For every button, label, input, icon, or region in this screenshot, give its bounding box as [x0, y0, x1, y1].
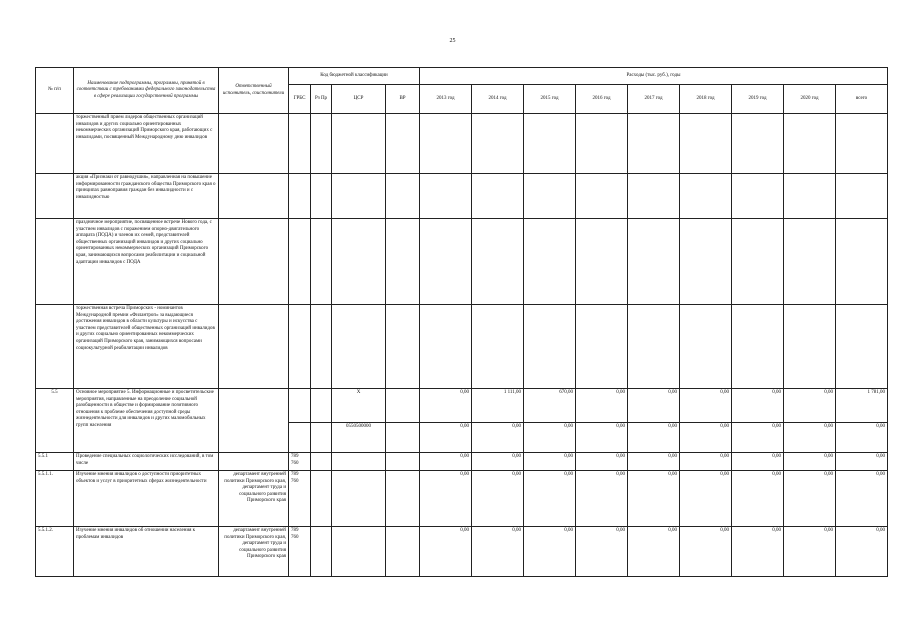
cell-vr: [386, 527, 420, 577]
cell-value: 0,00: [420, 527, 472, 577]
cell-value: [420, 305, 472, 389]
header-year: 2015 год: [524, 85, 576, 114]
cell-value: 0,00: [472, 471, 524, 527]
cell-grbs: [289, 453, 311, 471]
cell-name: торжественный прием лидеров общественных организаций инвалидов и других социально ориентированных некоммерческих организаций Приморского края, работающих с инвалидами, посвященный Международному дню инвалидов: [74, 114, 219, 174]
cell-responsible: департамент внутренней политики Приморского края, департамент труда и социального развития Приморского края: [219, 527, 289, 577]
cell-name: Основное мероприятие 5. Информационные и просветительские мероприятия, направленные на преодоление социальной разобщенности в обществе и формирование позитивного отношения к проблеме обеспечения доступной среды жизнедеятельности для инвалидов и других маломобильных групп населения: [74, 389, 219, 453]
cell-value: 0,00: [680, 527, 732, 577]
cell-grbs: [289, 219, 311, 305]
grbs-code: 789: [291, 472, 299, 477]
cell-value: [628, 305, 680, 389]
cell-value: 0,00: [576, 527, 628, 577]
cell-value: 1 111,00: [472, 389, 524, 423]
table-row: [36, 389, 888, 423]
budget-table: [35, 67, 888, 577]
cell-value: [472, 305, 524, 389]
cell-responsible: [219, 305, 289, 389]
table-row: [36, 471, 888, 527]
cell-value: [524, 305, 576, 389]
cell-total: 0,00: [836, 527, 888, 577]
cell-value: 0,00: [524, 453, 576, 471]
table-row: [36, 174, 888, 219]
header-rzpr: Рз Пр: [311, 85, 332, 114]
cell-value: 0,00: [680, 423, 732, 453]
cell-value: [628, 174, 680, 219]
cell-value: 0,00: [732, 389, 784, 423]
grbs-code: 789: [291, 454, 299, 459]
cell-value: 0,00: [784, 453, 836, 471]
cell-rzpr: [311, 471, 332, 527]
cell-value: [576, 219, 628, 305]
cell-rzpr: [311, 305, 332, 389]
cell-value: 0,00: [524, 527, 576, 577]
cell-vr: [386, 174, 420, 219]
cell-name: акция «Признаки от равнодушия», направленная на повышение информированности гражданского общества Приморского края о принципах равноправия граждан без инвалидности и с инвалидностью: [74, 174, 219, 219]
header-year: 2013 год: [420, 85, 472, 114]
cell-num: 5.5: [36, 389, 74, 453]
cell-num: 5.5.1.2.: [36, 527, 74, 577]
cell-value: [784, 114, 836, 174]
cell-value: 0,00: [680, 471, 732, 527]
cell-value: [732, 174, 784, 219]
table-row: [36, 305, 888, 389]
cell-total: 0,00: [836, 471, 888, 527]
cell-grbs: [289, 527, 311, 577]
cell-value: [732, 305, 784, 389]
cell-value: 0,00: [576, 389, 628, 423]
cell-value: 0,00: [576, 471, 628, 527]
cell-value: 0,00: [420, 453, 472, 471]
header-year: 2014 год: [472, 85, 524, 114]
cell-value: 0,00: [472, 527, 524, 577]
cell-grbs: [289, 305, 311, 389]
cell-value: [732, 114, 784, 174]
cell-grbs: [289, 389, 311, 423]
cell-name: Проведение специальных социологических исследований, в том числе: [74, 453, 219, 471]
cell-rzpr: [311, 114, 332, 174]
cell-vr: [386, 114, 420, 174]
cell-value: [420, 174, 472, 219]
cell-responsible: [219, 219, 289, 305]
cell-vr: [386, 389, 420, 423]
cell-csr: 0550500000: [332, 423, 386, 453]
cell-csr: X: [332, 389, 386, 423]
grbs-code: 760: [291, 534, 299, 540]
cell-total: 1 781,00: [836, 389, 888, 423]
grbs-code: 760: [291, 478, 299, 484]
cell-value: [784, 305, 836, 389]
cell-value: 0,00: [680, 389, 732, 423]
header-csr: ЦСР: [332, 85, 386, 114]
cell-rzpr: [311, 389, 332, 423]
header-year: 2020 год: [784, 85, 836, 114]
cell-value: 0,00: [732, 453, 784, 471]
grbs-code: 789: [291, 528, 299, 533]
cell-num: 5.5.1: [36, 453, 74, 471]
cell-value: 0,00: [628, 453, 680, 471]
cell-value: [472, 219, 524, 305]
cell-value: [576, 114, 628, 174]
table-row: [36, 527, 888, 577]
cell-value: [680, 219, 732, 305]
cell-value: 0,00: [420, 423, 472, 453]
cell-value: 0,00: [420, 471, 472, 527]
cell-num: [36, 174, 74, 219]
table-row: [36, 114, 888, 174]
cell-rzpr: [311, 174, 332, 219]
grbs-code: 760: [291, 460, 299, 466]
cell-value: 0,00: [524, 471, 576, 527]
cell-value: 0,00: [576, 453, 628, 471]
header-grbs: ГРБС: [289, 85, 311, 114]
cell-csr: [332, 527, 386, 577]
cell-value: [680, 114, 732, 174]
cell-value: 0,00: [732, 423, 784, 453]
cell-value: 670,00: [524, 389, 576, 423]
cell-total: 0,00: [836, 453, 888, 471]
cell-value: [628, 219, 680, 305]
cell-csr: [332, 471, 386, 527]
cell-value: 0,00: [576, 423, 628, 453]
cell-grbs: [289, 174, 311, 219]
cell-value: 0,00: [628, 423, 680, 453]
cell-grbs: [289, 471, 311, 527]
header-year: 2016 год: [576, 85, 628, 114]
cell-value: [680, 174, 732, 219]
header-vr: ВР: [386, 85, 420, 114]
cell-value: 0,00: [732, 471, 784, 527]
cell-value: 0,00: [628, 389, 680, 423]
cell-value: 0,00: [784, 471, 836, 527]
cell-rzpr: [311, 219, 332, 305]
cell-csr: [332, 114, 386, 174]
cell-total: 0,00: [836, 423, 888, 453]
table-row: [36, 219, 888, 305]
cell-vr: [386, 471, 420, 527]
cell-value: [784, 174, 836, 219]
cell-csr: [332, 453, 386, 471]
cell-value: 0,00: [628, 527, 680, 577]
cell-value: 0,00: [472, 453, 524, 471]
cell-name: праздничное мероприятие, посвященное встрече Нового года, с участием инвалидов с поражением опорно-двигательного аппарата (ПОДА) и членов их семей, представителей общественных организаций инвалидов и других социально ориентированных некоммерческих организаций Приморского края, занимающихся вопросами реабилитации и социальной адаптации инвалидов с ПОДА: [74, 219, 219, 305]
cell-value: 0,00: [784, 423, 836, 453]
cell-value: [472, 174, 524, 219]
cell-value: [784, 219, 836, 305]
cell-vr: [386, 219, 420, 305]
cell-csr: [332, 305, 386, 389]
cell-value: [524, 114, 576, 174]
cell-value: 0,00: [420, 389, 472, 423]
header-name: Наименование подпрограммы, программы, принятой в соответствии с требованиями федерального законодательства в сфере реализации государственной программы: [74, 68, 219, 114]
cell-name: торжественная встреча Приморских - номинантов Международной премии «Филантроп» за выдающиеся достижения инвалидов в области культуры и искусства с участием представителей общественных организаций инвалидов и других социально ориентированных некоммерческих организаций Приморского края, занимающихся вопросами социокультурной реабилитации инвалидов: [74, 305, 219, 389]
cell-vr: [386, 305, 420, 389]
cell-value: 0,00: [472, 423, 524, 453]
cell-grbs: [289, 114, 311, 174]
cell-value: 0,00: [732, 527, 784, 577]
cell-value: [576, 305, 628, 389]
cell-csr: [332, 219, 386, 305]
cell-total: [836, 114, 888, 174]
cell-value: [576, 174, 628, 219]
cell-value: [420, 114, 472, 174]
cell-num: 5.5.1.1.: [36, 471, 74, 527]
cell-responsible: [219, 453, 289, 471]
cell-value: [472, 114, 524, 174]
cell-vr: [386, 453, 420, 471]
cell-rzpr: [311, 527, 332, 577]
cell-value: [524, 174, 576, 219]
cell-name: Изучение мнения инвалидов об отношении населения к проблемам инвалидов: [74, 527, 219, 577]
cell-csr: [332, 174, 386, 219]
cell-total: [836, 219, 888, 305]
cell-value: [628, 114, 680, 174]
page-number: 25: [449, 38, 456, 44]
cell-num: [36, 219, 74, 305]
cell-value: [680, 305, 732, 389]
cell-value: [732, 219, 784, 305]
header-num: № п/п: [36, 68, 74, 114]
cell-value: [420, 219, 472, 305]
header-total: всего: [836, 85, 888, 114]
cell-num: [36, 114, 74, 174]
cell-name: Изучение мнения инвалидов о доступности приоритетных объектов и услуг в приоритетных сферах жизнедеятельности: [74, 471, 219, 527]
header-year: 2019 год: [732, 85, 784, 114]
header-year: 2017 год: [628, 85, 680, 114]
cell-total: [836, 174, 888, 219]
cell-value: 0,00: [628, 471, 680, 527]
cell-rzpr: [311, 453, 332, 471]
cell-total: [836, 305, 888, 389]
cell-value: 0,00: [680, 453, 732, 471]
cell-responsible: департамент внутренней политики Приморского края, департамент труда и социального развития Приморского края: [219, 471, 289, 527]
cell-value: 0,00: [784, 389, 836, 423]
header-expenses: Расходы (тыс. руб.), годы: [420, 68, 888, 85]
cell-value: 0,00: [784, 527, 836, 577]
cell-value: 0,00: [524, 423, 576, 453]
cell-responsible: [219, 174, 289, 219]
cell-num: [36, 305, 74, 389]
table-row: [36, 453, 888, 471]
cell-responsible: [219, 389, 289, 453]
header-year: 2018 год: [680, 85, 732, 114]
header-budget-code: Код бюджетной классификации: [289, 68, 420, 85]
cell-responsible: [219, 114, 289, 174]
cell-value: [524, 219, 576, 305]
header-responsible: Ответственный исполнитель, соисполнители: [219, 68, 289, 114]
